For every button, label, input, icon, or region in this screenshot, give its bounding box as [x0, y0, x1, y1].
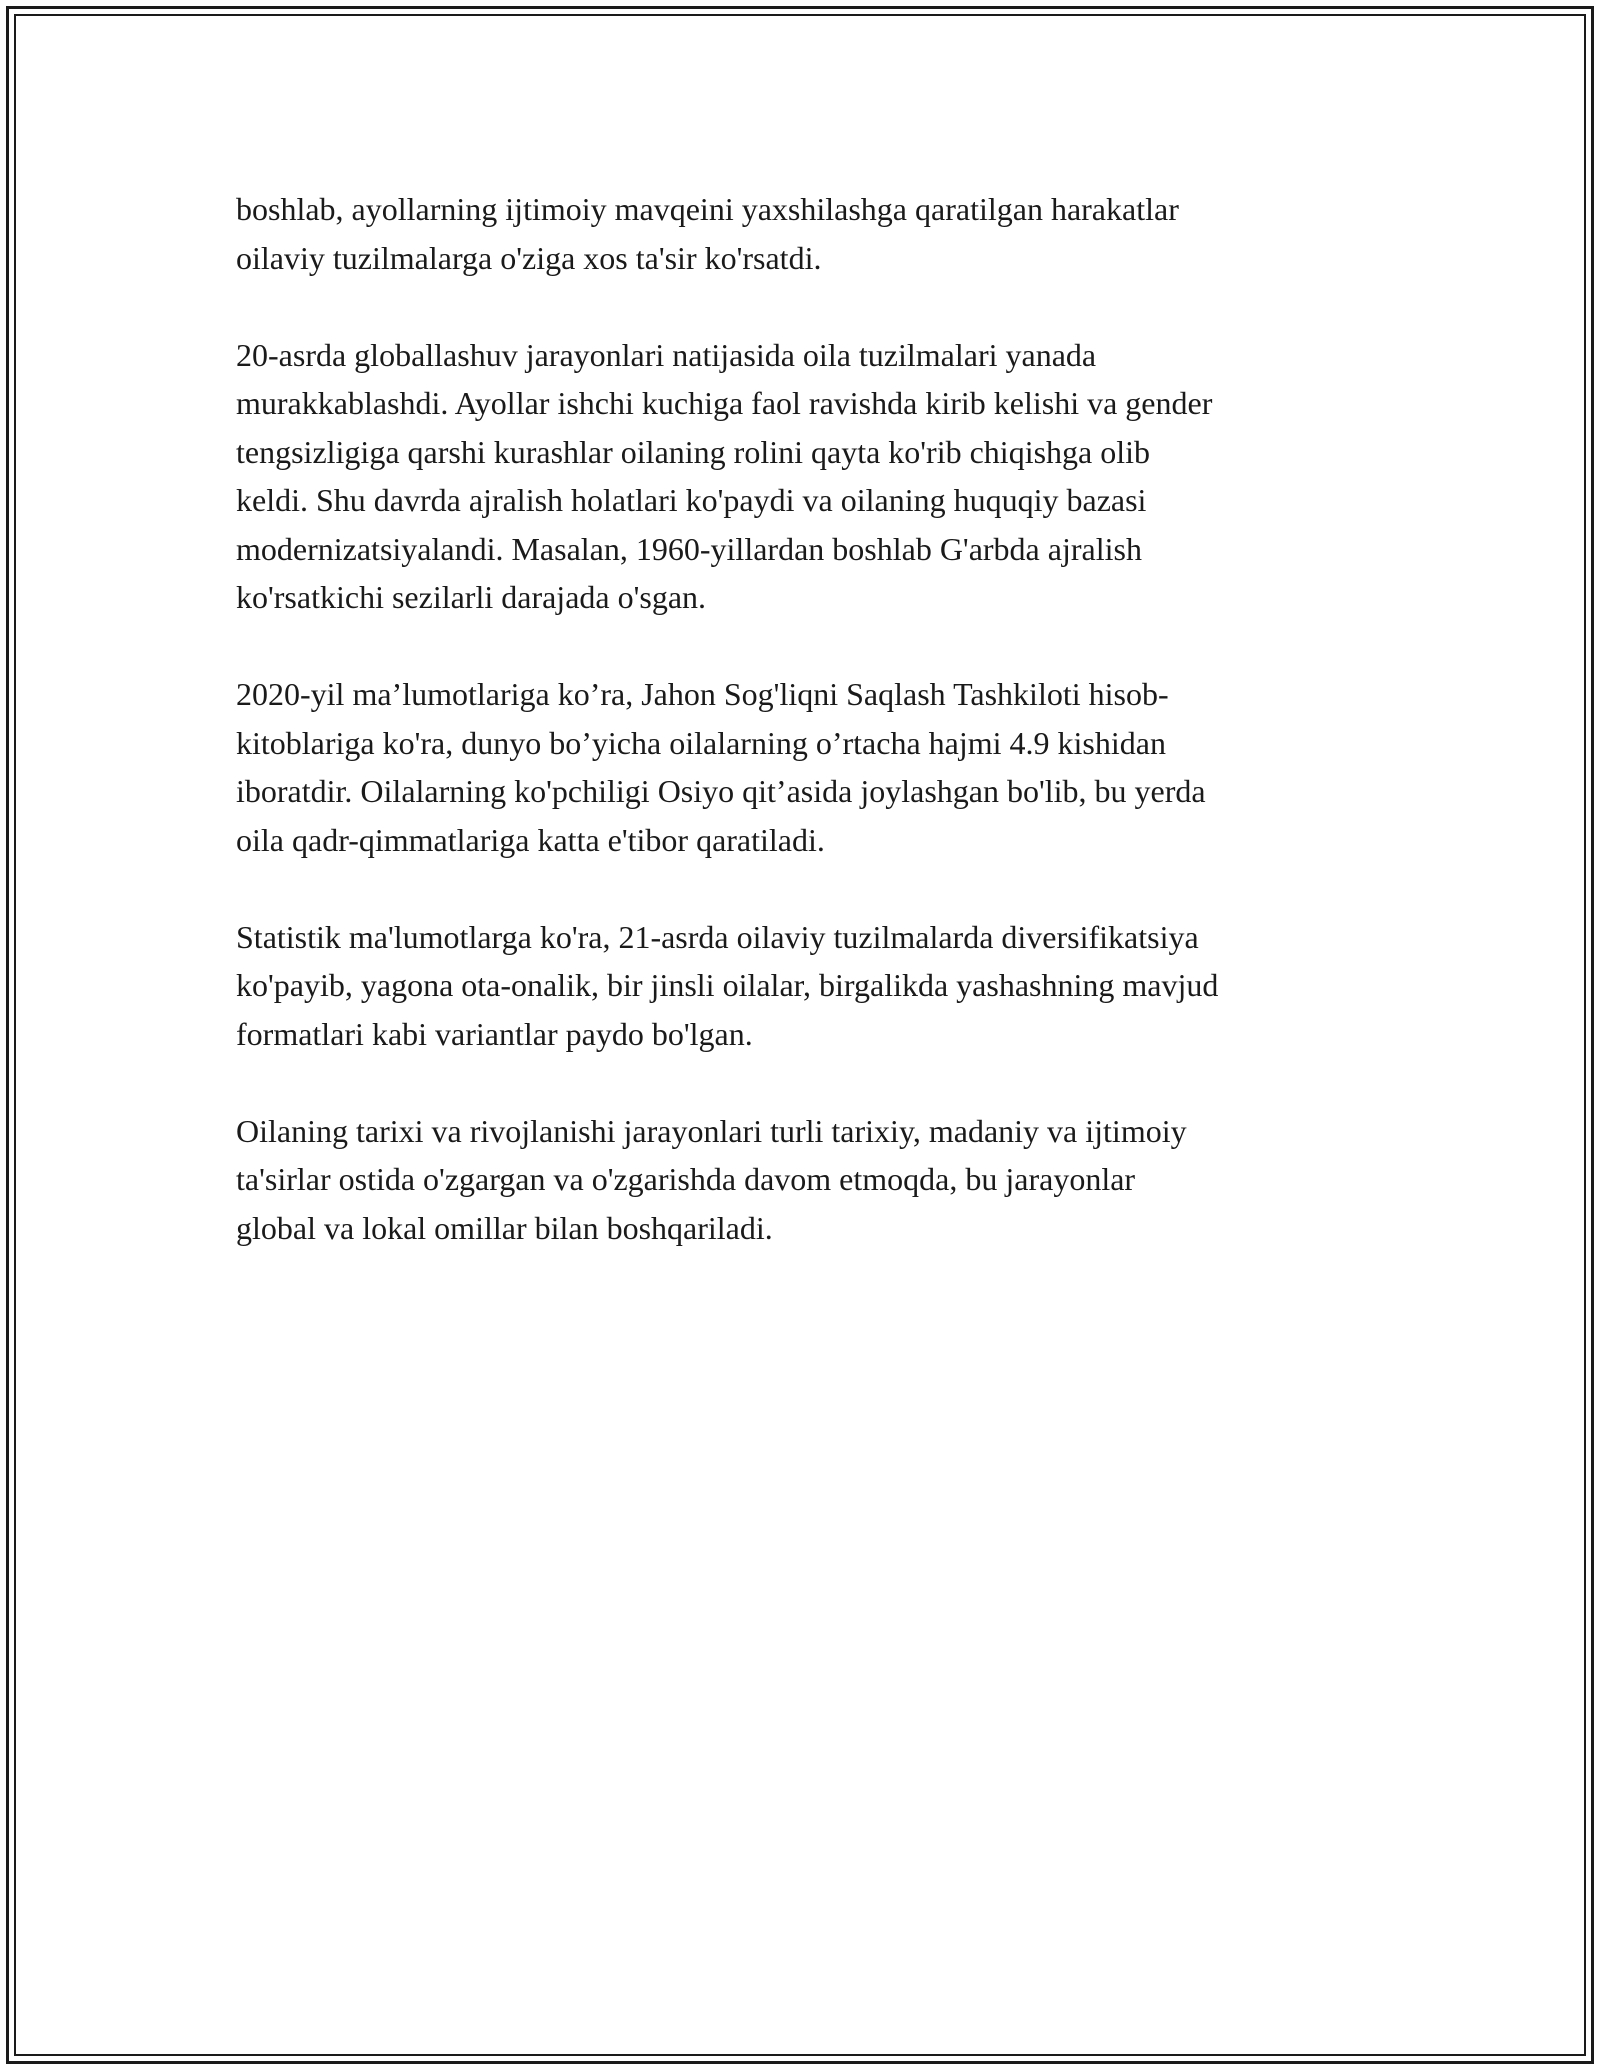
paragraph-2: 20-asrda globallashuv jarayonlari natijasida oila tuzilmalari yanada murakkablashdi. Ayollar ishchi kuchiga faol ravishda kirib kelishi va gender tengsizligiga qarshi kurashlar oilaning rolini qayta ko'rib chiqishga olib keldi. Shu davrda ajralish holatlari ko'paydi va oilaning huquqiy bazasi modernizatsiyalandi. Masalan, 1960-yillardan boshlab G'arbda ajralish ko'rsatkichi sezilarli darajada o'sgan.: [236, 336, 1213, 615]
paragraph-1: boshlab, ayollarning ijtimoiy mavqeini yaxshilashga qaratilgan harakatlar oilaviy tuzilmalarga o'ziga xos ta'sir ko'rsatdi.: [236, 191, 1179, 276]
paragraph-5: Oilaning tarixi va rivojlanishi jarayonlari turli tarixiy, madaniy va ijtimoiy ta'sirlar ostida o'zgargan va o'zgarishda davom etmoqda, bu jarayonlar global va lokal omillar bilan boshqariladi.: [236, 1112, 1187, 1246]
paragraph-3: 2020-yil ma’lumotlariga ko’ra, Jahon Sog'liqni Saqlash Tashkiloti hisob- kitoblariga ko'ra, dunyo bo’yicha oilalarning o’rtacha hajmi 4.9 kishidan iboratdir. Oilalarning ko'pchiligi Osiyo qit’asida joylashgan bo'lib, bu yerda oila qadr-qimmatlariga katta e'tibor qaratiladi.: [236, 676, 1206, 858]
paragraph-4: Statistik ma'lumotlarga ko'ra, 21-asrda oilaviy tuzilmalarda diversifikatsiya ko'payib, yagona ota-onalik, bir jinsli oilalar, birgalikda yashashning mavjud formatlari kabi variantlar paydo bo'lgan.: [236, 918, 1219, 1052]
document-body: [236, 185, 1366, 1301]
